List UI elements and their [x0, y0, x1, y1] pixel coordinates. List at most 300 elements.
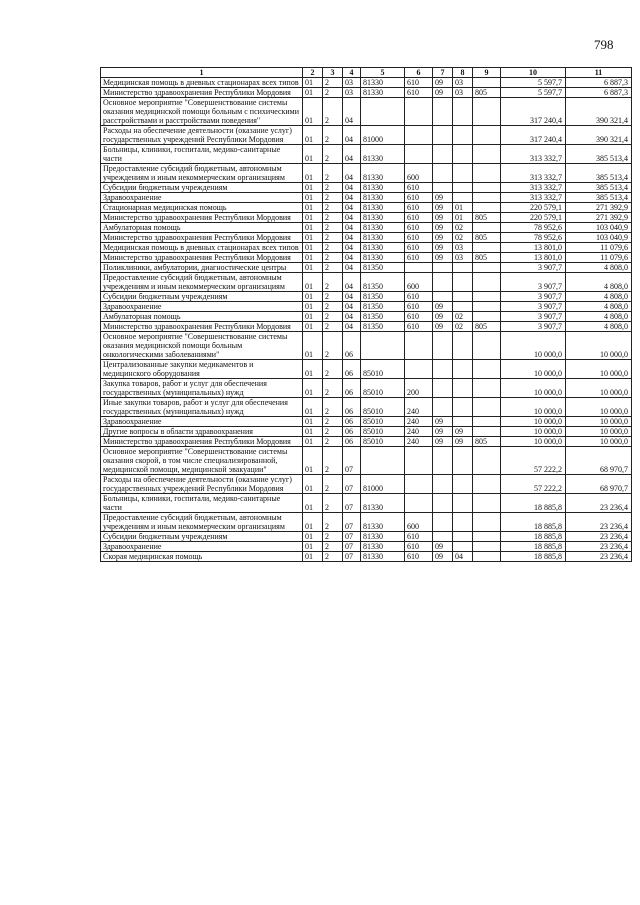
code-cell: 2 [323, 379, 343, 398]
code-cell [453, 145, 473, 164]
row-name-cell: Медицинская помощь в дневных стационарах всех типов [101, 78, 303, 88]
code-cell: 2 [323, 183, 343, 193]
row-name-cell: Предоставление субсидий бюджетным, автономным учреждениям и иным некоммерческим организациям [101, 164, 303, 183]
code-cell: 2 [323, 475, 343, 494]
code-cell: 2 [323, 193, 343, 203]
code-cell: 01 [303, 203, 323, 213]
amount-cell: 4 808,0 [566, 322, 632, 332]
code-cell [433, 332, 453, 360]
code-cell [453, 292, 473, 302]
code-cell: 04 [343, 263, 361, 273]
code-cell: 2 [323, 98, 343, 126]
code-cell: 805 [473, 213, 501, 223]
code-cell: 2 [323, 292, 343, 302]
amount-cell: 23 236,4 [566, 494, 632, 513]
code-cell: 09 [433, 417, 453, 427]
code-cell [473, 494, 501, 513]
code-cell: 09 [433, 233, 453, 243]
code-cell: 01 [303, 532, 323, 542]
amount-cell: 5 597,7 [501, 78, 566, 88]
code-cell: 2 [323, 322, 343, 332]
table-row [101, 332, 632, 360]
code-cell [453, 263, 473, 273]
code-cell: 04 [343, 223, 361, 233]
code-cell: 240 [405, 398, 433, 417]
code-cell [433, 126, 453, 145]
table-row [101, 233, 632, 243]
code-cell [433, 447, 453, 475]
code-cell [473, 332, 501, 360]
code-cell: 09 [453, 427, 473, 437]
code-cell [453, 532, 473, 542]
table-header [101, 68, 632, 78]
table-row [101, 88, 632, 98]
code-cell: 81330 [361, 513, 405, 532]
table-row [101, 427, 632, 437]
code-cell [473, 263, 501, 273]
code-cell: 2 [323, 427, 343, 437]
code-cell [473, 427, 501, 437]
table-body [101, 78, 632, 562]
table-row [101, 183, 632, 193]
row-name-cell: Здравоохранение [101, 417, 303, 427]
code-cell: 2 [323, 302, 343, 312]
code-cell: 610 [405, 193, 433, 203]
code-cell [473, 417, 501, 427]
amount-cell: 68 970,7 [566, 447, 632, 475]
table-row [101, 532, 632, 542]
code-cell: 09 [433, 427, 453, 437]
amount-cell: 390 321,4 [566, 126, 632, 145]
code-cell: 09 [433, 78, 453, 88]
code-cell: 04 [343, 243, 361, 253]
code-cell [433, 532, 453, 542]
code-cell: 81330 [361, 253, 405, 263]
code-cell: 610 [405, 223, 433, 233]
code-cell: 01 [303, 126, 323, 145]
code-cell [433, 145, 453, 164]
code-cell: 81000 [361, 475, 405, 494]
amount-cell: 57 222,2 [501, 447, 566, 475]
code-cell: 610 [405, 213, 433, 223]
amount-cell: 10 000,0 [566, 417, 632, 427]
code-cell: 01 [303, 302, 323, 312]
code-cell: 09 [433, 213, 453, 223]
code-cell [453, 164, 473, 183]
amount-cell: 271 392,9 [566, 203, 632, 213]
code-cell: 04 [343, 322, 361, 332]
column-header: 6 [405, 68, 433, 78]
row-name-cell: Закупка товаров, работ и услуг для обеспечения государственных (муниципальных) нужд [101, 379, 303, 398]
code-cell: 01 [303, 437, 323, 447]
row-name-cell: Основное мероприятие "Совершенствование системы оказания медицинской помощи больным онкологическими заболеваниями" [101, 332, 303, 360]
column-header: 1 [101, 68, 303, 78]
amount-cell: 18 885,8 [501, 494, 566, 513]
code-cell: 01 [303, 312, 323, 322]
code-cell: 2 [323, 360, 343, 379]
code-cell: 2 [323, 273, 343, 292]
code-cell [433, 494, 453, 513]
code-cell: 2 [323, 417, 343, 427]
row-name-cell: Расходы на обеспечение деятельности (оказание услуг) государственных учреждений Республики Мордовия [101, 475, 303, 494]
code-cell: 2 [323, 126, 343, 145]
code-cell [453, 126, 473, 145]
code-cell: 610 [405, 532, 433, 542]
amount-cell: 6 887,3 [566, 78, 632, 88]
code-cell: 06 [343, 398, 361, 417]
code-cell [473, 145, 501, 164]
code-cell: 07 [343, 552, 361, 562]
code-cell: 81330 [361, 494, 405, 513]
code-cell: 01 [303, 213, 323, 223]
code-cell: 2 [323, 542, 343, 552]
code-cell: 01 [303, 513, 323, 532]
code-cell: 2 [323, 203, 343, 213]
code-cell: 03 [343, 88, 361, 98]
row-name-cell: Министерство здравоохранения Республики Мордовия [101, 322, 303, 332]
code-cell: 81330 [361, 203, 405, 213]
row-name-cell: Субсидии бюджетным учреждениям [101, 292, 303, 302]
code-cell: 81330 [361, 88, 405, 98]
code-cell: 09 [453, 437, 473, 447]
table-row [101, 213, 632, 223]
amount-cell: 313 332,7 [501, 193, 566, 203]
code-cell: 2 [323, 312, 343, 322]
row-name-cell: Министерство здравоохранения Республики Мордовия [101, 253, 303, 263]
column-header: 8 [453, 68, 473, 78]
code-cell: 01 [303, 193, 323, 203]
code-cell [473, 273, 501, 292]
code-cell: 09 [433, 542, 453, 552]
code-cell [433, 398, 453, 417]
code-cell: 09 [433, 223, 453, 233]
code-cell: 600 [405, 164, 433, 183]
code-cell: 610 [405, 203, 433, 213]
code-cell [405, 126, 433, 145]
row-name-cell: Министерство здравоохранения Республики Мордовия [101, 213, 303, 223]
code-cell [473, 292, 501, 302]
amount-cell: 385 513,4 [566, 164, 632, 183]
table-row [101, 322, 632, 332]
code-cell: 09 [433, 322, 453, 332]
code-cell: 02 [453, 322, 473, 332]
row-name-cell: Здравоохранение [101, 542, 303, 552]
code-cell [433, 360, 453, 379]
code-cell: 610 [405, 78, 433, 88]
code-cell [453, 98, 473, 126]
table-row [101, 164, 632, 183]
column-header: 4 [343, 68, 361, 78]
column-header: 2 [303, 68, 323, 78]
row-name-cell: Основное мероприятие "Совершенствование системы оказания скорой, в том числе специализированной, медицинской помощи, медицинской эвакуации" [101, 447, 303, 475]
code-cell: 09 [433, 88, 453, 98]
row-name-cell: Централизованные закупки медикаментов и медицинского оборудования [101, 360, 303, 379]
code-cell: 01 [303, 98, 323, 126]
amount-cell: 10 000,0 [566, 332, 632, 360]
amount-cell: 385 513,4 [566, 193, 632, 203]
amount-cell: 3 907,7 [501, 273, 566, 292]
column-header: 9 [473, 68, 501, 78]
amount-cell: 18 885,8 [501, 513, 566, 532]
code-cell [453, 398, 473, 417]
code-cell: 04 [343, 253, 361, 263]
code-cell [453, 542, 473, 552]
code-cell: 04 [343, 145, 361, 164]
row-name-cell: Иные закупки товаров, работ и услуг для обеспечения государственных (муниципальных) нужд [101, 398, 303, 417]
amount-cell: 23 236,4 [566, 552, 632, 562]
code-cell [433, 379, 453, 398]
code-cell: 07 [343, 542, 361, 552]
code-cell: 2 [323, 398, 343, 417]
code-cell: 240 [405, 437, 433, 447]
code-cell: 81330 [361, 243, 405, 253]
code-cell: 01 [303, 417, 323, 427]
code-cell: 07 [343, 475, 361, 494]
code-cell: 07 [343, 513, 361, 532]
column-header: 11 [566, 68, 632, 78]
code-cell: 2 [323, 213, 343, 223]
table-row [101, 494, 632, 513]
table-row [101, 447, 632, 475]
code-cell: 81330 [361, 78, 405, 88]
code-cell: 01 [303, 253, 323, 263]
code-cell: 600 [405, 513, 433, 532]
amount-cell: 10 000,0 [501, 332, 566, 360]
code-cell [473, 447, 501, 475]
amount-cell: 10 000,0 [501, 379, 566, 398]
code-cell: 01 [303, 427, 323, 437]
code-cell: 81330 [361, 223, 405, 233]
amount-cell: 23 236,4 [566, 542, 632, 552]
code-cell: 610 [405, 542, 433, 552]
code-cell: 04 [343, 292, 361, 302]
code-cell [405, 145, 433, 164]
code-cell: 06 [343, 332, 361, 360]
code-cell: 805 [473, 253, 501, 263]
table-row [101, 398, 632, 417]
code-cell: 04 [343, 233, 361, 243]
code-cell: 04 [343, 98, 361, 126]
row-name-cell: Министерство здравоохранения Республики Мордовия [101, 233, 303, 243]
table-row [101, 513, 632, 532]
row-name-cell: Больницы, клиники, госпитали, медико-санитарные части [101, 494, 303, 513]
code-cell: 2 [323, 447, 343, 475]
code-cell: 01 [303, 322, 323, 332]
amount-cell: 10 000,0 [501, 417, 566, 427]
code-cell: 81350 [361, 263, 405, 273]
code-cell: 04 [343, 164, 361, 183]
code-cell [473, 126, 501, 145]
amount-cell: 13 801,0 [501, 243, 566, 253]
amount-cell: 317 240,4 [501, 98, 566, 126]
code-cell: 2 [323, 437, 343, 447]
amount-cell: 3 907,7 [501, 302, 566, 312]
code-cell [473, 360, 501, 379]
table-row [101, 417, 632, 427]
code-cell [433, 273, 453, 292]
code-cell: 2 [323, 164, 343, 183]
code-cell: 2 [323, 513, 343, 532]
code-cell: 610 [405, 183, 433, 193]
code-cell [405, 98, 433, 126]
amount-cell: 57 222,2 [501, 475, 566, 494]
code-cell: 01 [303, 332, 323, 360]
code-cell [433, 98, 453, 126]
code-cell: 01 [303, 494, 323, 513]
code-cell: 01 [303, 273, 323, 292]
table-row [101, 223, 632, 233]
code-cell: 2 [323, 233, 343, 243]
code-cell [433, 263, 453, 273]
header-row [101, 68, 632, 78]
row-name-cell: Амбулаторная помощь [101, 223, 303, 233]
code-cell: 03 [453, 88, 473, 98]
column-header: 5 [361, 68, 405, 78]
code-cell: 01 [303, 233, 323, 243]
code-cell [433, 292, 453, 302]
amount-cell: 271 392,9 [566, 213, 632, 223]
amount-cell: 4 808,0 [566, 312, 632, 322]
row-name-cell: Предоставление субсидий бюджетным, автономным учреждениям и иным некоммерческим организациям [101, 273, 303, 292]
code-cell: 01 [303, 360, 323, 379]
budget-table [100, 67, 632, 562]
code-cell: 805 [473, 88, 501, 98]
code-cell: 85010 [361, 360, 405, 379]
code-cell: 01 [303, 552, 323, 562]
code-cell [405, 447, 433, 475]
code-cell: 01 [453, 203, 473, 213]
code-cell [473, 78, 501, 88]
amount-cell: 313 332,7 [501, 145, 566, 164]
code-cell: 81330 [361, 532, 405, 542]
table-row [101, 360, 632, 379]
code-cell [453, 273, 473, 292]
amount-cell: 103 040,9 [566, 223, 632, 233]
amount-cell: 68 970,7 [566, 475, 632, 494]
code-cell: 2 [323, 88, 343, 98]
code-cell [473, 513, 501, 532]
code-cell [473, 223, 501, 233]
code-cell [473, 302, 501, 312]
column-header: 3 [323, 68, 343, 78]
code-cell: 01 [303, 447, 323, 475]
code-cell [473, 475, 501, 494]
table-row [101, 273, 632, 292]
code-cell: 01 [303, 542, 323, 552]
table-row [101, 203, 632, 213]
code-cell: 81350 [361, 302, 405, 312]
code-cell [473, 98, 501, 126]
code-cell: 09 [433, 437, 453, 447]
code-cell: 240 [405, 427, 433, 437]
code-cell [361, 98, 405, 126]
code-cell: 04 [343, 183, 361, 193]
code-cell: 81330 [361, 183, 405, 193]
amount-cell: 10 000,0 [501, 360, 566, 379]
code-cell: 04 [343, 213, 361, 223]
table-row [101, 243, 632, 253]
code-cell: 02 [453, 223, 473, 233]
amount-cell: 18 885,8 [501, 542, 566, 552]
code-cell: 01 [303, 243, 323, 253]
code-cell: 81350 [361, 292, 405, 302]
amount-cell: 3 907,7 [501, 322, 566, 332]
code-cell: 805 [473, 437, 501, 447]
row-name-cell: Медицинская помощь в дневных стационарах всех типов [101, 243, 303, 253]
code-cell [453, 513, 473, 532]
row-name-cell: Амбулаторная помощь [101, 312, 303, 322]
code-cell: 03 [343, 78, 361, 88]
code-cell: 2 [323, 532, 343, 542]
code-cell [453, 475, 473, 494]
row-name-cell: Другие вопросы в области здравоохранения [101, 427, 303, 437]
code-cell: 81330 [361, 213, 405, 223]
code-cell [433, 513, 453, 532]
code-cell [453, 447, 473, 475]
code-cell: 240 [405, 417, 433, 427]
code-cell: 01 [453, 213, 473, 223]
code-cell: 01 [303, 475, 323, 494]
code-cell: 06 [343, 437, 361, 447]
code-cell: 04 [343, 193, 361, 203]
code-cell [405, 360, 433, 379]
code-cell: 2 [323, 332, 343, 360]
table-row [101, 475, 632, 494]
code-cell: 600 [405, 273, 433, 292]
code-cell [473, 193, 501, 203]
code-cell: 09 [433, 312, 453, 322]
amount-cell: 10 000,0 [501, 427, 566, 437]
code-cell: 04 [453, 552, 473, 562]
code-cell: 09 [433, 253, 453, 263]
amount-cell: 10 000,0 [566, 398, 632, 417]
row-name-cell: Расходы на обеспечение деятельности (оказание услуг) государственных учреждений Республики Мордовия [101, 126, 303, 145]
code-cell: 610 [405, 322, 433, 332]
row-name-cell: Поликлиники, амбулатории, диагностические центры [101, 263, 303, 273]
code-cell: 01 [303, 183, 323, 193]
code-cell: 85010 [361, 427, 405, 437]
code-cell [405, 494, 433, 513]
row-name-cell: Министерство здравоохранения Республики Мордовия [101, 88, 303, 98]
code-cell: 81330 [361, 552, 405, 562]
code-cell [473, 312, 501, 322]
table-row [101, 379, 632, 398]
code-cell: 81330 [361, 145, 405, 164]
code-cell: 610 [405, 243, 433, 253]
amount-cell: 103 040,9 [566, 233, 632, 243]
row-name-cell: Основное мероприятие "Совершенствование системы оказания медицинской помощи больным с психическими расстройствами и расстройствами поведения" [101, 98, 303, 126]
code-cell [405, 475, 433, 494]
amount-cell: 10 000,0 [566, 437, 632, 447]
code-cell: 610 [405, 88, 433, 98]
code-cell: 85010 [361, 379, 405, 398]
code-cell [453, 494, 473, 513]
code-cell: 04 [343, 203, 361, 213]
code-cell [453, 379, 473, 398]
code-cell [473, 379, 501, 398]
column-header: 10 [501, 68, 566, 78]
code-cell [433, 475, 453, 494]
amount-cell: 220 579,1 [501, 203, 566, 213]
code-cell: 02 [453, 312, 473, 322]
amount-cell: 390 321,4 [566, 98, 632, 126]
amount-cell: 78 952,6 [501, 223, 566, 233]
code-cell [433, 164, 453, 183]
table-row [101, 98, 632, 126]
code-cell: 09 [433, 243, 453, 253]
code-cell: 04 [343, 312, 361, 322]
code-cell: 01 [303, 292, 323, 302]
